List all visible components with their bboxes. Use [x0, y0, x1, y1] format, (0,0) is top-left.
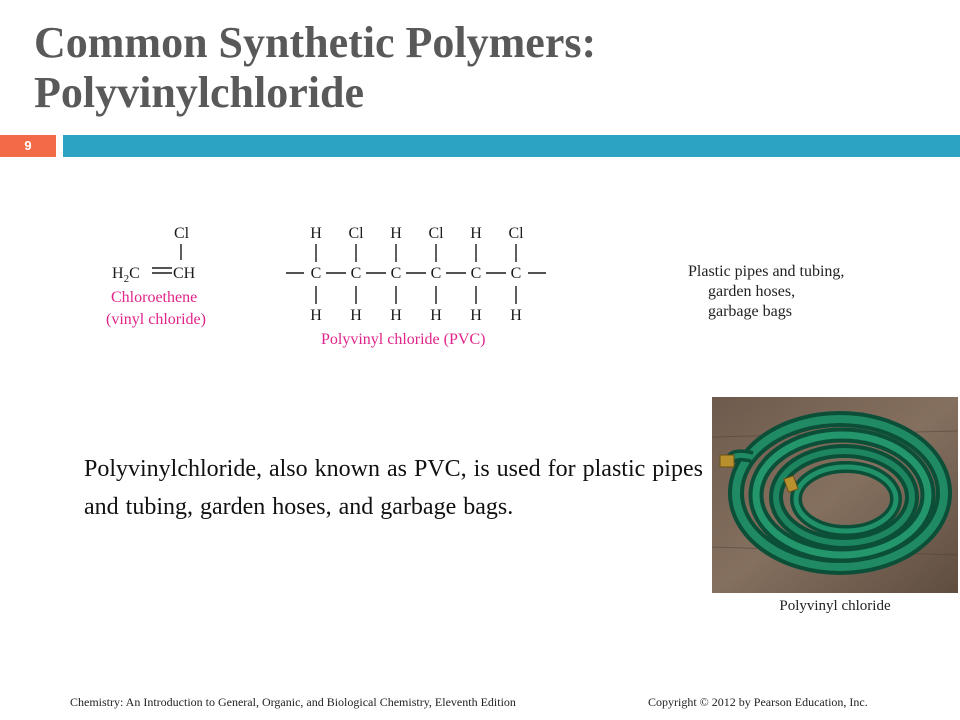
slide-title-line-1: Common Synthetic Polymers:: [34, 18, 597, 67]
monomer-name: Chloroethene: [111, 289, 198, 306]
polymer-bottom-atom: H: [430, 307, 442, 324]
polymer-bottom-atom: H: [350, 307, 362, 324]
polymer-bottom-atom: H: [310, 307, 322, 324]
polymer-chain-carbon: C: [510, 265, 522, 282]
photo-caption: Polyvinyl chloride: [779, 598, 891, 614]
polymer-bottom-atom: H: [470, 307, 482, 324]
polymer-structure: [286, 225, 546, 324]
footer-book-title: Chemistry: An Introduction to General, Organic, and Biological Chemistry, Eleventh Edition: [70, 695, 516, 709]
polymer-name: Polyvinyl chloride (PVC): [321, 331, 486, 348]
polymer-top-atom: H: [310, 225, 322, 242]
monomer-alt-name: (vinyl chloride): [106, 311, 206, 328]
uses-line-3: garbage bags: [708, 303, 792, 320]
polymer-chain-carbon: C: [470, 265, 482, 282]
uses-line-2: garden hoses,: [708, 283, 796, 300]
footer-copyright: Copyright © 2012 by Pearson Education, Inc.: [648, 695, 868, 709]
polymer-top-atom: Cl: [348, 225, 364, 242]
body-paragraph: Polyvinylchloride, also known as PVC, is used for plastic pipes and tubing, garden hoses, and garbage bags.: [84, 456, 703, 520]
polymer-bottom-atom: H: [390, 307, 402, 324]
uses-list: [688, 262, 928, 322]
polymer-top-atom: H: [390, 225, 402, 242]
polymer-top-atom: H: [470, 225, 482, 242]
uses-line-1: Plastic pipes and tubing,: [688, 263, 845, 280]
hose-brass-fitting: [720, 455, 734, 467]
polymer-chain-carbon: C: [430, 265, 442, 282]
monomer-left-group: $H_2C$: [112, 265, 140, 285]
polymer-chain-carbon: C: [390, 265, 402, 282]
polymer-chain-carbon: C: [350, 265, 362, 282]
polymer-top-atom: Cl: [428, 225, 444, 242]
monomer-right-group: CH: [173, 265, 196, 282]
polymer-bottom-atom: H: [510, 307, 522, 324]
slide-title-line-2: Polyvinylchloride: [34, 68, 364, 117]
polymer-chain-carbon: C: [310, 265, 322, 282]
polymer-top-atom: Cl: [508, 225, 524, 242]
garden-hose-photo: [712, 397, 958, 593]
slide-number: 9: [0, 135, 56, 157]
monomer-cl-atom: Cl: [174, 225, 190, 242]
